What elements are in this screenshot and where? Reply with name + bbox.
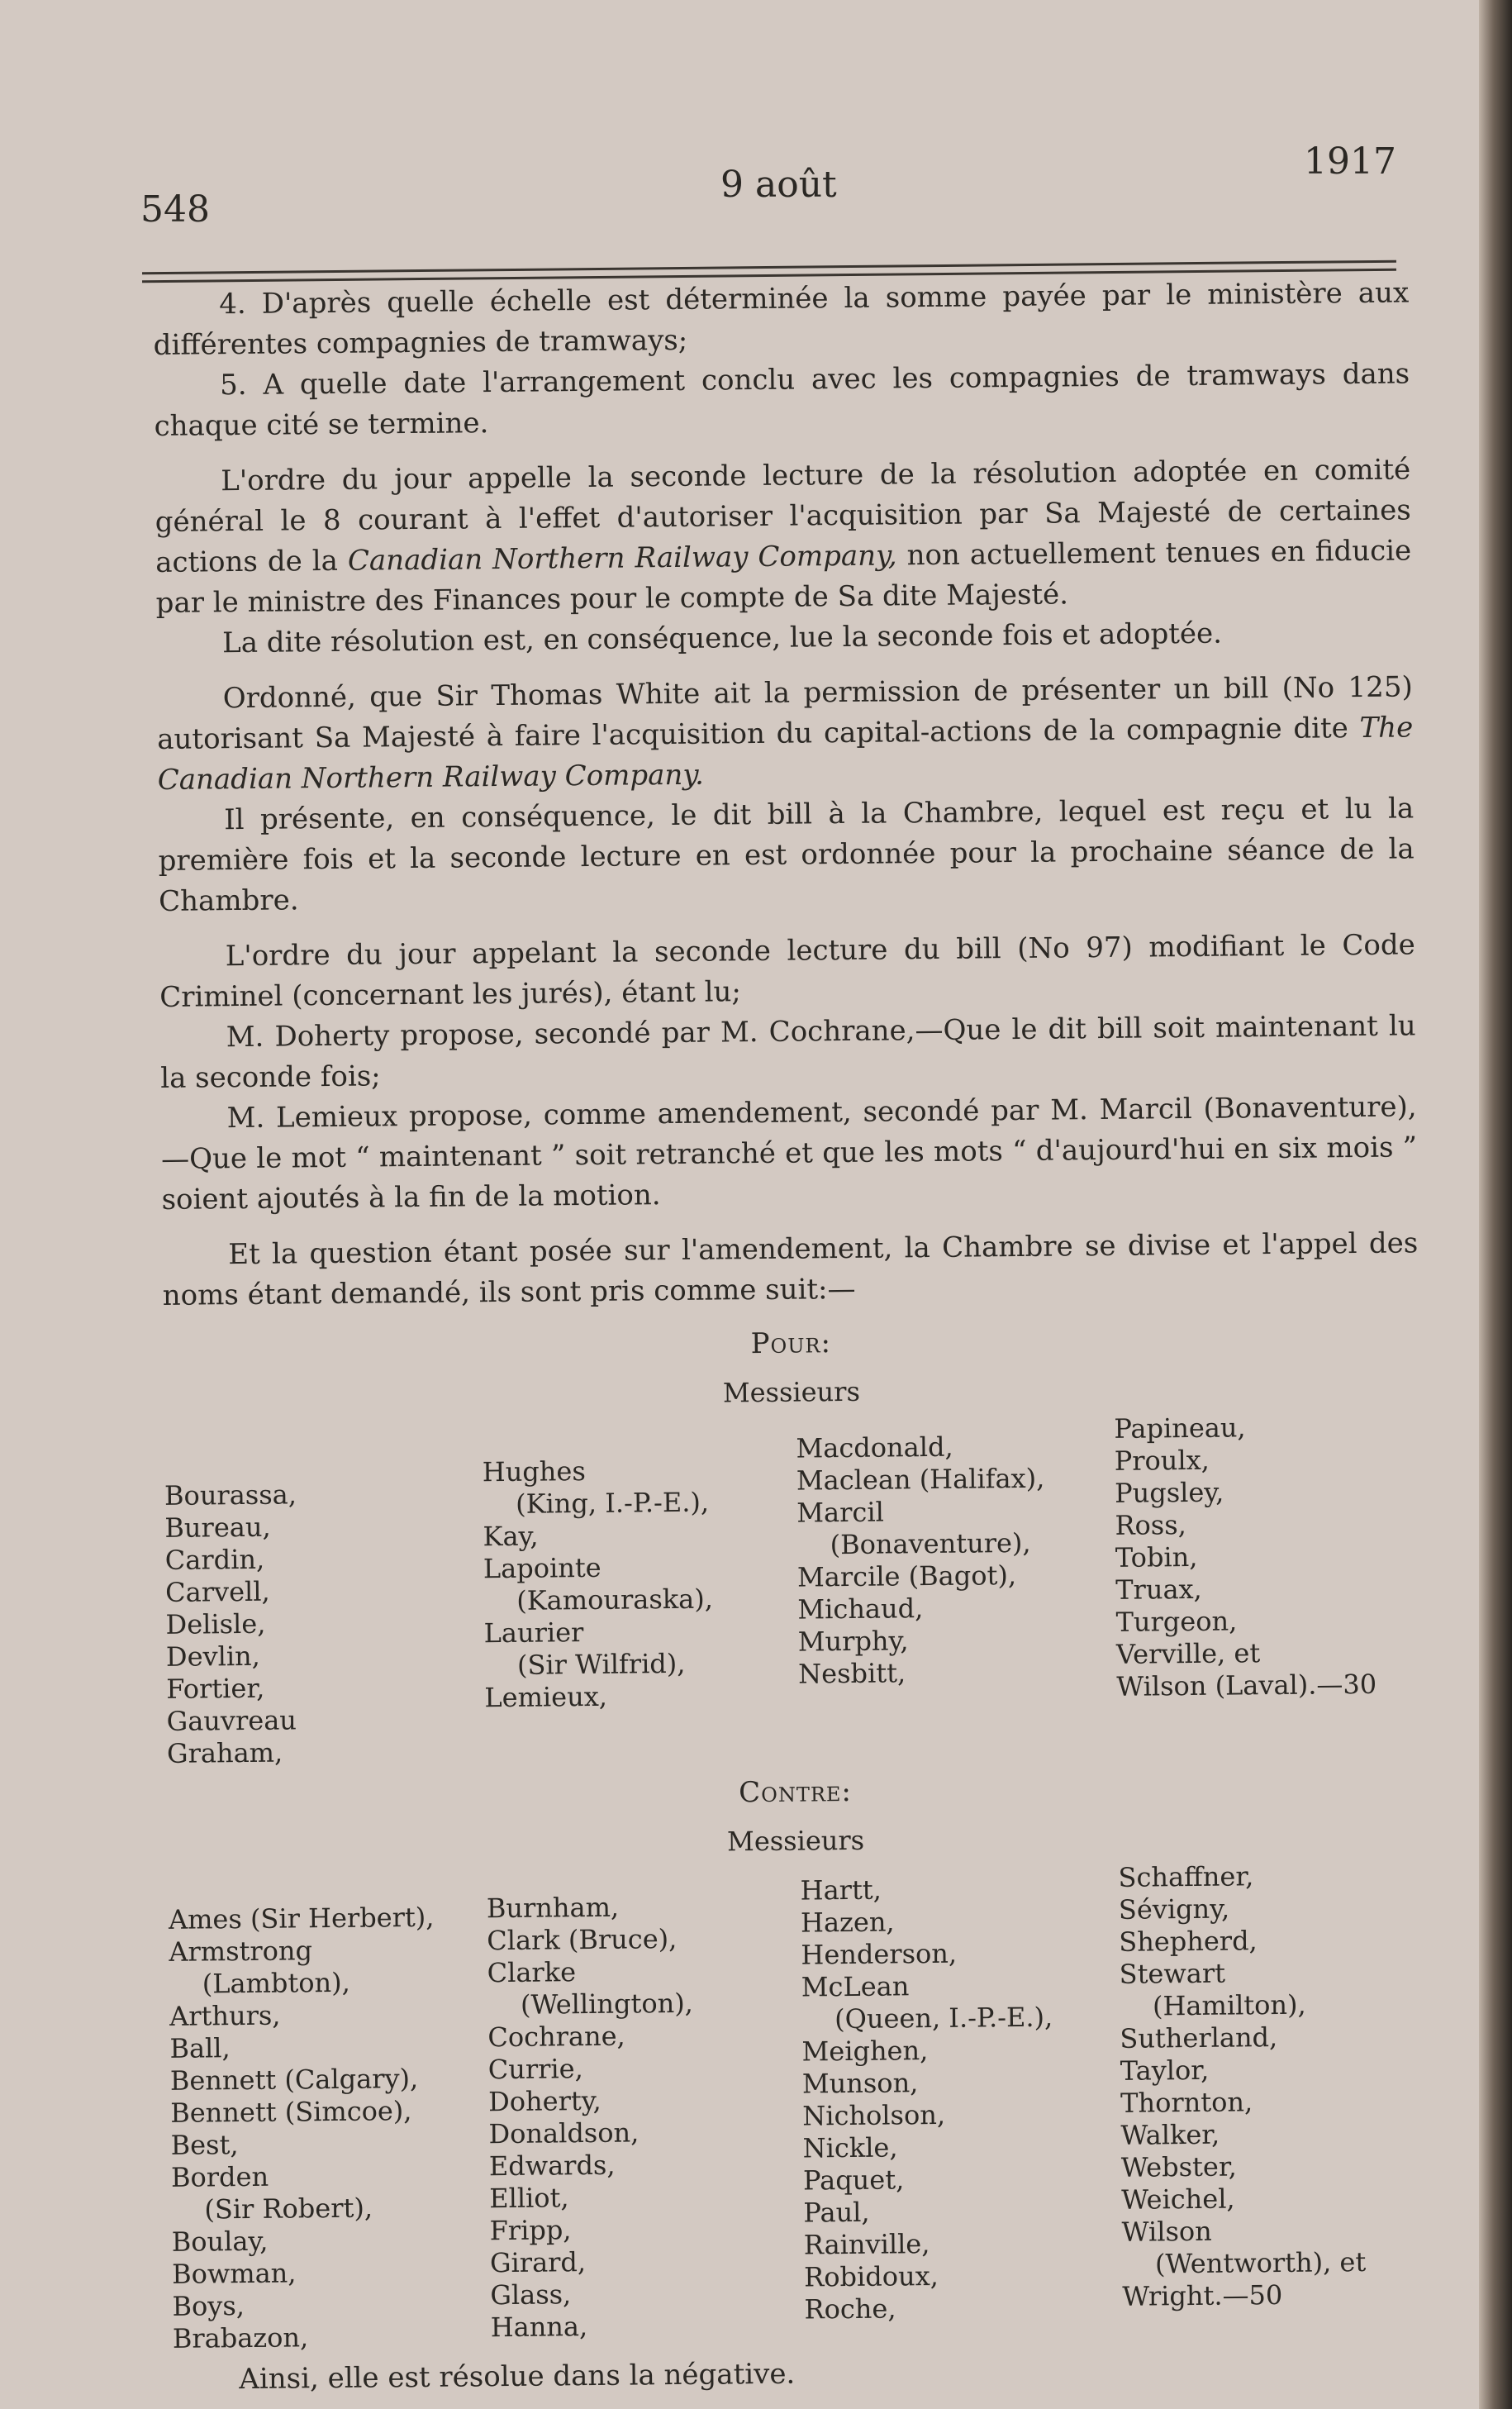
member-name: (Hamilton), <box>1152 1988 1306 2022</box>
member-name: Borden <box>170 2160 269 2193</box>
member-name: Nicholson, <box>802 2098 946 2132</box>
member-name: Lemieux, <box>484 1680 608 1714</box>
member-name: Clarke <box>487 1956 577 1989</box>
member-name: Fortier, <box>166 1672 265 1705</box>
member-name: Weichel, <box>1121 2183 1235 2216</box>
contre-column-2 <box>486 1865 805 2353</box>
pour-column-4 <box>1114 1410 1423 1761</box>
member-name: Ball, <box>169 2032 231 2064</box>
paragraph-text: Ordonné, que Sir Thomas White ait la permission de présenter un bill (No 125) autorisant Sa Majesté à faire l'acquisition du capital-actions de la compagnie dite <box>157 670 1413 756</box>
pour-subheading: Messieurs <box>722 1375 861 1409</box>
member-name: Sévigny, <box>1118 1892 1230 1926</box>
member-name: Nesbitt, <box>797 1657 906 1690</box>
member-name: Edwards, <box>488 2149 616 2183</box>
contre-column-4 <box>1118 1859 1429 2346</box>
member-name: Maclean (Halifax), <box>796 1462 1045 1497</box>
member-name: Ross, <box>1115 1509 1187 1541</box>
member-name: Ames (Sir Herbert), <box>168 1901 435 1935</box>
member-name: Tobin, <box>1115 1540 1198 1573</box>
member-name: Boulay, <box>171 2225 269 2258</box>
member-name: Boys, <box>172 2290 245 2322</box>
member-name: Arthurs, <box>169 1999 281 2032</box>
member-name: Laurier <box>483 1616 584 1650</box>
member-name: Doherty, <box>487 2084 601 2118</box>
conclusion: Ainsi, elle est résolue dans la négative. <box>239 2357 796 2397</box>
member-name: Burnham, <box>486 1891 620 1925</box>
member-name: Sutherland, <box>1120 2021 1278 2054</box>
paragraph-bill-125 <box>157 667 1414 801</box>
paragraph-text: L'ordre du jour appelle la seconde lecture de la résolution adoptée en comité général le 8 courant à l'effet d'autoriser l'acquisition par Sa Majesté de certaines actions de la <box>155 453 1411 579</box>
member-name: Clark (Bruce), <box>487 1923 678 1957</box>
member-name: Meighen, <box>801 2035 929 2068</box>
member-name: Bourassa, <box>164 1478 297 1512</box>
member-name: Verville, et <box>1115 1637 1261 1670</box>
member-name: Brabazon, <box>172 2321 309 2354</box>
member-name: Munson, <box>801 2067 919 2100</box>
contre-names <box>168 1859 1429 2355</box>
member-name: (Sir Wilfrid), <box>516 1647 686 1681</box>
member-name: Devlin, <box>165 1640 261 1673</box>
member-name: Hanna, <box>490 2311 588 2344</box>
member-name: Bureau, <box>164 1511 271 1544</box>
member-name: Lapointe <box>483 1551 601 1585</box>
member-name: Girard, <box>489 2246 587 2279</box>
member-name: (Wellington), <box>520 1987 694 2021</box>
member-name: Paul, <box>803 2196 870 2229</box>
header-date: 9 août <box>720 164 837 206</box>
member-name: (Bonaventure), <box>830 1526 1031 1561</box>
member-name: McLean <box>801 1970 910 2003</box>
member-name: Fripp, <box>489 2214 572 2247</box>
member-name: Murphy, <box>797 1625 909 1658</box>
member-name: Papineau, <box>1114 1412 1246 1445</box>
contre-column-1 <box>168 1868 491 2355</box>
member-name: Roche, <box>804 2292 896 2326</box>
paragraph-lemieux-amendment: M. Lemieux propose, comme amendement, secondé par M. Marcil (Bonaventure),—Que le mot “ maintenant ” soit retranché et que les mots “ d'aujourd'hui en six mois ” soient ajoutés à la fin de la motion. <box>160 1090 1418 1216</box>
company-name: Canadian Northern Railway Company, <box>347 539 897 578</box>
member-name: Stewart <box>1119 1957 1226 1990</box>
member-name: (Queen, I.-P.-E.), <box>834 2001 1053 2035</box>
paragraph-resolution-adopted: La dite résolution est, en conséquence, lue la seconde fois et adoptée. <box>221 617 1223 660</box>
member-name: Bowman, <box>171 2257 297 2290</box>
paragraph-bill-97: L'ordre du jour appelant la seconde lecture du bill (No 97) modifiant le Code Criminel (concernant les jurés), étant lu; <box>159 928 1415 1014</box>
contre-subheading: Messieurs <box>726 1824 865 1858</box>
member-name: Elliot, <box>489 2182 569 2215</box>
pour-column-1 <box>164 1419 485 1770</box>
member-name: Hughes <box>482 1455 586 1488</box>
member-name: Marcile (Bagot), <box>796 1559 1017 1593</box>
member-name: Macdonald, <box>796 1431 953 1464</box>
member-name: Pugsley, <box>1114 1476 1224 1509</box>
member-name: Bennett (Simcoe), <box>170 2095 412 2129</box>
member-name: Cochrane, <box>487 2020 625 2054</box>
member-name: Cardin, <box>164 1543 265 1576</box>
member-name: Webster, <box>1120 2150 1237 2183</box>
member-name: Glass, <box>490 2278 572 2311</box>
member-name: Gauvreau <box>166 1704 297 1737</box>
member-name: (Lambton), <box>202 1966 350 2000</box>
member-name: Henderson, <box>801 1937 958 1971</box>
pour-heading: Pour: <box>750 1326 832 1361</box>
paragraph-division: Et la question étant posée sur l'amendement, la Chambre se divise et l'appel des noms étant demandé, ils sont pris comme suit:— <box>162 1226 1419 1312</box>
paragraph-text: non actuellement tenues en fiducie par le ministre des Finances pour le compte de Sa dite Majesté. <box>155 534 1412 620</box>
paragraph-order-of-day <box>155 450 1412 624</box>
member-name: (Kamouraska), <box>516 1583 714 1616</box>
page-header <box>140 140 1396 240</box>
member-name: Hartt, <box>800 1873 882 1907</box>
member-name: Armstrong <box>169 1935 313 1968</box>
member-name: Paquet, <box>802 2164 905 2197</box>
member-name: Bennett (Calgary), <box>169 2063 419 2097</box>
member-name: Thornton, <box>1120 2086 1253 2119</box>
member-name: Taylor, <box>1120 2054 1210 2087</box>
member-name: Proulx, <box>1114 1444 1210 1477</box>
member-name: Graham, <box>166 1736 283 1769</box>
member-name: (Sir Robert), <box>204 2192 373 2226</box>
member-name: (King, I.-P.-E.), <box>515 1486 710 1520</box>
pour-column-2 <box>482 1416 799 1768</box>
member-name: Turgeon, <box>1115 1605 1238 1638</box>
member-name: Truax, <box>1115 1573 1202 1606</box>
member-name: Donaldson, <box>488 2116 640 2150</box>
member-name: Schaffner, <box>1118 1860 1254 1893</box>
member-name: Delisle, <box>165 1607 266 1640</box>
member-name: Wilson (Laval).—30 <box>1116 1668 1377 1702</box>
member-name: Wright.—50 <box>1122 2278 1283 2312</box>
contre-heading: Contre: <box>738 1774 853 1810</box>
question-4: 4. D'après quelle échelle est déterminée la somme payée par le ministère aux différentes compagnies de tramways; <box>153 276 1410 362</box>
paragraph-bill-presented: Il présente, en conséquence, le dit bill à la Chambre, lequel est reçu et lu la première fois et la seconde lecture en est ordonnée pour la prochaine séance de la Chambre. <box>158 792 1415 918</box>
member-name: Shepherd, <box>1119 1925 1258 1958</box>
contre-column-3 <box>800 1862 1123 2349</box>
pour-names <box>164 1410 1423 1770</box>
question-5: 5. A quelle date l'arrangement conclu avec les compagnies de tramways dans chaque cité se termine. <box>154 357 1410 443</box>
member-name: Hazen, <box>800 1906 895 1939</box>
member-name: Best, <box>170 2129 239 2161</box>
member-name: Wilson <box>1121 2215 1212 2248</box>
member-name: Marcil <box>796 1496 885 1529</box>
member-name: Kay, <box>483 1520 539 1553</box>
header-year: 1917 <box>1304 140 1396 183</box>
member-name: Michaud, <box>797 1593 924 1626</box>
member-name: Currie, <box>487 2053 583 2086</box>
pour-column-3 <box>796 1413 1117 1764</box>
member-name: (Wentworth), et <box>1154 2246 1367 2280</box>
book-binding-edge <box>1479 0 1512 2409</box>
member-name: Carvell, <box>165 1575 270 1608</box>
document-body <box>153 273 1429 2400</box>
paragraph-doherty-motion: M. Doherty propose, secondé par M. Cochrane,—Que le dit bill soit maintenant lu la seconde fois; <box>160 1009 1416 1095</box>
page-number: 548 <box>140 188 210 231</box>
member-name: Nickle, <box>802 2131 898 2164</box>
member-name: Robidoux, <box>803 2259 939 2293</box>
member-name: Walker, <box>1120 2118 1220 2151</box>
company-name: The Canadian Northern Railway Company. <box>157 711 1414 797</box>
member-name: Rainville, <box>803 2228 930 2261</box>
